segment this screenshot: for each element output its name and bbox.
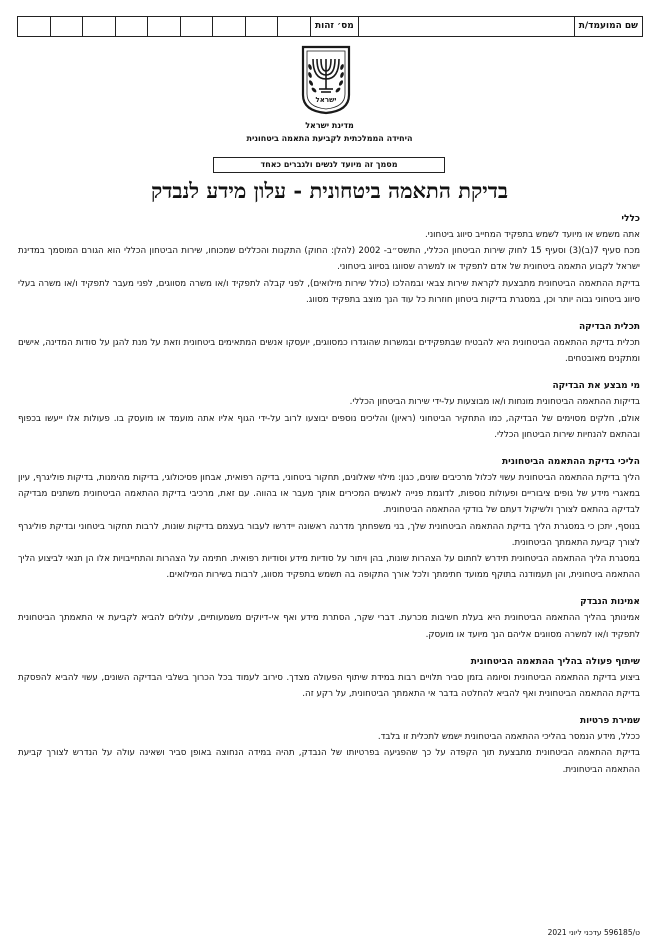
paragraph: תכלית בדיקת ההתאמה הביטחונית היא להבטיח שבתפקידים ובמשרות שהוגדרו כמסווגים, יועסקו אנשים המתאימים ביטחונית וזאת על מנת להגן על סודות המדינה, אישים ומתקנים מאובטחים. [18,338,640,365]
section-who-performs [18,381,640,443]
document-body [18,214,640,792]
section-procedures [18,457,640,583]
section-heading: שיתוף פעולה בהליך ההתאמה הביטחונית [470,656,640,667]
section-heading: כללי [621,214,640,224]
applicant-details-bar [17,16,643,37]
paragraph: במסגרת הליך ההתאמה הביטחונית תידרש לחתום על הצהרות שונות, בהן ויתור על סודיות מידע וסודיות רפואית. חתימה על הצהרות והתחייבויות אלו הן תנאי לביצוע הליך ההתאמה ביטחונית, והן תעמודנה בתוקף ממועד חתימתך ולכל אורך התקופה בה תשמש בתפקיד מסווג, לרבות בשירות המילואים. [18,554,640,581]
gender-notice: מסמך זה מיועד לנשים ולגברים כאחד [213,157,445,173]
paragraph: ככלל, מידע הנמסר בהליכי ההתאמה הביטחונית ישמש לתכלית זו בלבד. [377,732,640,743]
section-cooperation [18,657,640,702]
state-emblem-icon [299,45,353,115]
section-reliability [18,597,640,642]
applicant-name-field[interactable] [358,17,574,36]
paragraph: מכח סעיף 7(ב)(3) וסעיף 15 לחוק שירות הביטחון הכללי, התשס״ב- 2002 (להלן: החוק) התקנות והכללים שמכוחו, שירות הביטחון הכללי הוא הגורם המוסמך במדינת ישראל לקבוע התאמה ביטחונית של אדם לתפקיד או למשרה שסווגו בסיווג ביטחוני. [18,246,640,273]
state-name: מדינת ישראל [305,121,354,130]
paragraph: בדיקת ההתאמה הביטחונית מתבצעת תוך הקפדה על כך שהפגיעה בפרטיותו של הנבדק, תהיה במידה הנחוצה באופן סביר ושאינה עולה על הנדרש לצורך קביעת ההתאמה הביטחונית. [18,748,640,775]
paragraph: הליך בדיקת ההתאמה הביטחונית עשוי לכלול מרכיבים שונים, כגון: מילוי שאלונים, תחקור ביטחוני, בדיקה רפואית, אבחון פסיכולוגי, בדיקות מהימנות, בדיקות פוליגרף, עיון במאגרי מידע של גופים ציבוריים ופעולות נוספות, לדוגמת פנייה לאנשים המכירים אותך מעבר או בהווה. עם זאת, מרכיבי בדיקת ההתאמה הביטחונית משתנים מבדיקה לבדיקה בהתאם לצורך ולשיקול דעתם של בודקי ההתאמה הביטחונית. [18,473,640,516]
section-purpose [18,322,640,367]
paragraph: בנוסף, יתכן כי במסגרת הליך בדיקת ההתאמה הביטחונית שלך, בני משפחתך מדרגה ראשונה יידרשו לעבור בעצמם בדיקות שונות, לרבות תחקור ביטחוני ובדיקת פוליגרף לצורך קביעת התאמתך הביטחונית. [18,521,640,548]
section-heading: שמירת פרטיות [579,716,640,727]
section-heading: תכלית הבדיקה [578,322,640,333]
id-digit-cell[interactable] [82,17,115,36]
id-number-label: מס׳ זהות [310,17,358,36]
paragraph: בדיקות ההתאמה הביטחונית מונחות ו/או מבוצעות על-ידי שירות הביטחון הכללי. [349,397,640,408]
id-digit-cell[interactable] [115,17,148,36]
page-title: בדיקת התאמה ביטחונית - עלון מידע לנבדק [151,178,508,203]
paragraph: אתה משמש או מיועד לשמש בתפקיד המחייב סיווג ביטחוני. [425,230,640,240]
section-heading: מי מבצע את הבדיקה [552,381,640,392]
applicant-name-label: שם המועמד/ת [574,17,642,36]
id-digit-cell[interactable] [245,17,278,36]
id-number-field[interactable] [18,17,310,36]
paragraph: אמינותך בהליך ההתאמה הביטחונית היא בעלת חשיבות מכרעת. דברי שקר, הסתרת מידע ואף אי-דיוקים משמעותיים, עלולים להביא לקביעת אי התאמתך הביטחונית לתפקיד ו/או למשרה מסווגים אליהם הנך מיועד או מועסק. [18,613,640,640]
emblem-label: ישראל [315,96,337,104]
section-general [18,214,640,308]
section-privacy [18,716,640,778]
id-digit-cell[interactable] [50,17,83,36]
id-digit-cell[interactable] [212,17,245,36]
form-code-footer: ט/596185 עדכני ליוני 2021 [547,928,640,937]
id-digit-cell[interactable] [18,17,50,36]
unit-name: היחידה הממלכתית לקביעת התאמה ביטחונית [246,134,413,143]
paragraph: ביצוע בדיקת ההתאמה הביטחונית וסיומה בזמן סביר תלויים רבות במידת שיתוף הפעולה מצדך. סירוב לעמוד בכל הכרוך בשלבי הבדיקה השונים, עשוי להביא להפסקת בדיקת ההתאמה הביטחונית ואף להביא להחלטה בדבר אי התאמתך הביטחונית, על רקע זה. [18,672,640,700]
id-digit-cell[interactable] [277,17,310,36]
id-digit-cell[interactable] [147,17,180,36]
section-heading: הליכי בדיקת ההתאמה הביטחונית [502,457,640,468]
paragraph: אולם, חלקים מסוימים של הבדיקה, כמו התחקיר הביטחוני (ראיון) והליכים נוספים יבוצעו לרוב על-ידי הגוף אליו אתה מועמד או מועסק בו. פעולות אלו ייעשו בכפוף ובהתאם להנחיות שירות הביטחון הכללי. [18,413,640,440]
section-heading: אמינות הנבדק [580,597,640,608]
paragraph: בדיקת ההתאמה הביטחונית מתבצעת לקראת שירות צבאי ובמהלכו (כולל שירות מילואים), לפני קבלה לתפקיד ו/או משרה מסווגים, לפני מעבר לתפקיד ו/או משרה בעלי סיווג ביטחוני גבוה יותר וכן, במסגרת בדיקות ביטחון חוזרות כל עוד הנך מוצב בתפקיד מסווג. [18,278,640,305]
id-digit-cell[interactable] [180,17,213,36]
